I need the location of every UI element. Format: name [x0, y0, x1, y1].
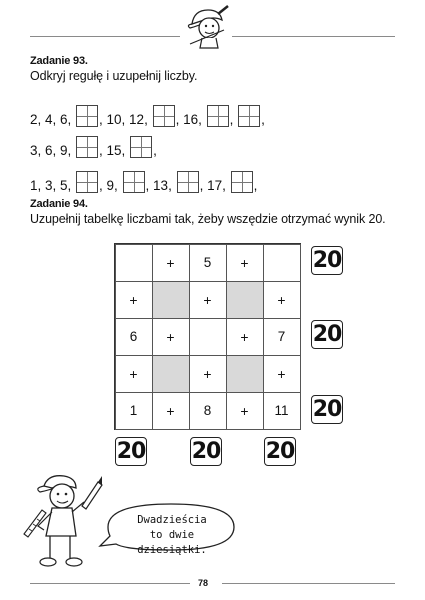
sequence-text: 2, 4, 6,	[30, 112, 76, 127]
speech-line-1: Dwadzieścia	[137, 514, 207, 526]
task-93-title: Zadanie 93.	[30, 55, 88, 67]
task-93-instruction: Odkryj regułę i uzupełnij liczby.	[30, 69, 198, 83]
footer-rule-left	[30, 583, 190, 584]
number-cell: 5	[189, 244, 227, 282]
plus-sign: +	[263, 355, 301, 393]
sequence-text: , 13,	[145, 178, 176, 193]
sequence-text: , 9,	[99, 178, 122, 193]
number-cell: 1	[115, 392, 153, 430]
speech-text	[112, 513, 232, 558]
speech-line-2: to dwie dziesiątki.	[137, 529, 207, 556]
sequence-text: ,	[261, 112, 265, 127]
answer-box[interactable]	[76, 105, 98, 127]
task-94-title: Zadanie 94.	[30, 198, 88, 210]
plus-sign: +	[152, 244, 190, 282]
plus-sign: +	[152, 392, 190, 430]
col-sum-2: 20	[191, 439, 221, 464]
page-number: 78	[198, 578, 209, 588]
sequence-text: ,	[229, 112, 238, 127]
answer-box[interactable]	[177, 171, 199, 193]
plus-sign: +	[115, 281, 153, 319]
answer-box[interactable]	[231, 171, 253, 193]
sequence-text: ,	[253, 178, 258, 193]
answer-box[interactable]	[238, 105, 260, 127]
shaded-cell	[152, 281, 190, 319]
shaded-cell	[226, 281, 264, 319]
sequence-text: , 10, 12,	[99, 112, 152, 127]
plus-sign: +	[226, 318, 264, 356]
plus-sign: +	[226, 244, 264, 282]
sequence-text: ,	[153, 143, 157, 158]
plus-sign: +	[226, 392, 264, 430]
plus-sign: +	[115, 355, 153, 393]
sequence-text: , 16,	[175, 112, 206, 127]
plus-sign: +	[263, 281, 301, 319]
shaded-cell	[152, 355, 190, 393]
number-grid	[114, 243, 301, 430]
plus-sign: +	[189, 281, 227, 319]
header-rule-right	[232, 36, 395, 37]
header-rule-left	[30, 36, 180, 37]
sequence-row	[30, 132, 157, 158]
answer-box[interactable]	[123, 171, 145, 193]
answer-box[interactable]	[76, 136, 98, 158]
sequence-row	[30, 101, 265, 127]
number-cell: 7	[263, 318, 301, 356]
sequence-text: 1, 3, 5,	[30, 178, 76, 193]
col-sum-3: 20	[265, 439, 295, 464]
sequence-text: 3, 6, 9,	[30, 143, 76, 158]
number-cell: 6	[115, 318, 153, 356]
empty-answer-cell[interactable]	[115, 244, 153, 282]
answer-box[interactable]	[207, 105, 229, 127]
number-cell: 11	[263, 392, 301, 430]
sequence-text: , 15,	[99, 143, 130, 158]
number-cell: 8	[189, 392, 227, 430]
row-sum-2: 20	[312, 322, 342, 347]
plus-sign: +	[189, 355, 227, 393]
task-94-instruction: Uzupełnij tabelkę liczbami tak, żeby wszędzie otrzymać wynik 20.	[30, 212, 386, 226]
footer-rule-right	[222, 583, 395, 584]
answer-box[interactable]	[130, 136, 152, 158]
mascot-head-icon	[184, 4, 232, 50]
empty-answer-cell[interactable]	[263, 244, 301, 282]
col-sum-1: 20	[116, 439, 146, 464]
row-sum-3: 20	[312, 397, 342, 422]
sequence-text: , 17,	[199, 178, 230, 193]
plus-sign: +	[152, 318, 190, 356]
shaded-cell	[226, 355, 264, 393]
empty-answer-cell[interactable]	[189, 318, 227, 356]
sequence-row	[30, 167, 257, 193]
row-sum-1: 20	[312, 248, 342, 273]
answer-box[interactable]	[76, 171, 98, 193]
answer-box[interactable]	[153, 105, 175, 127]
